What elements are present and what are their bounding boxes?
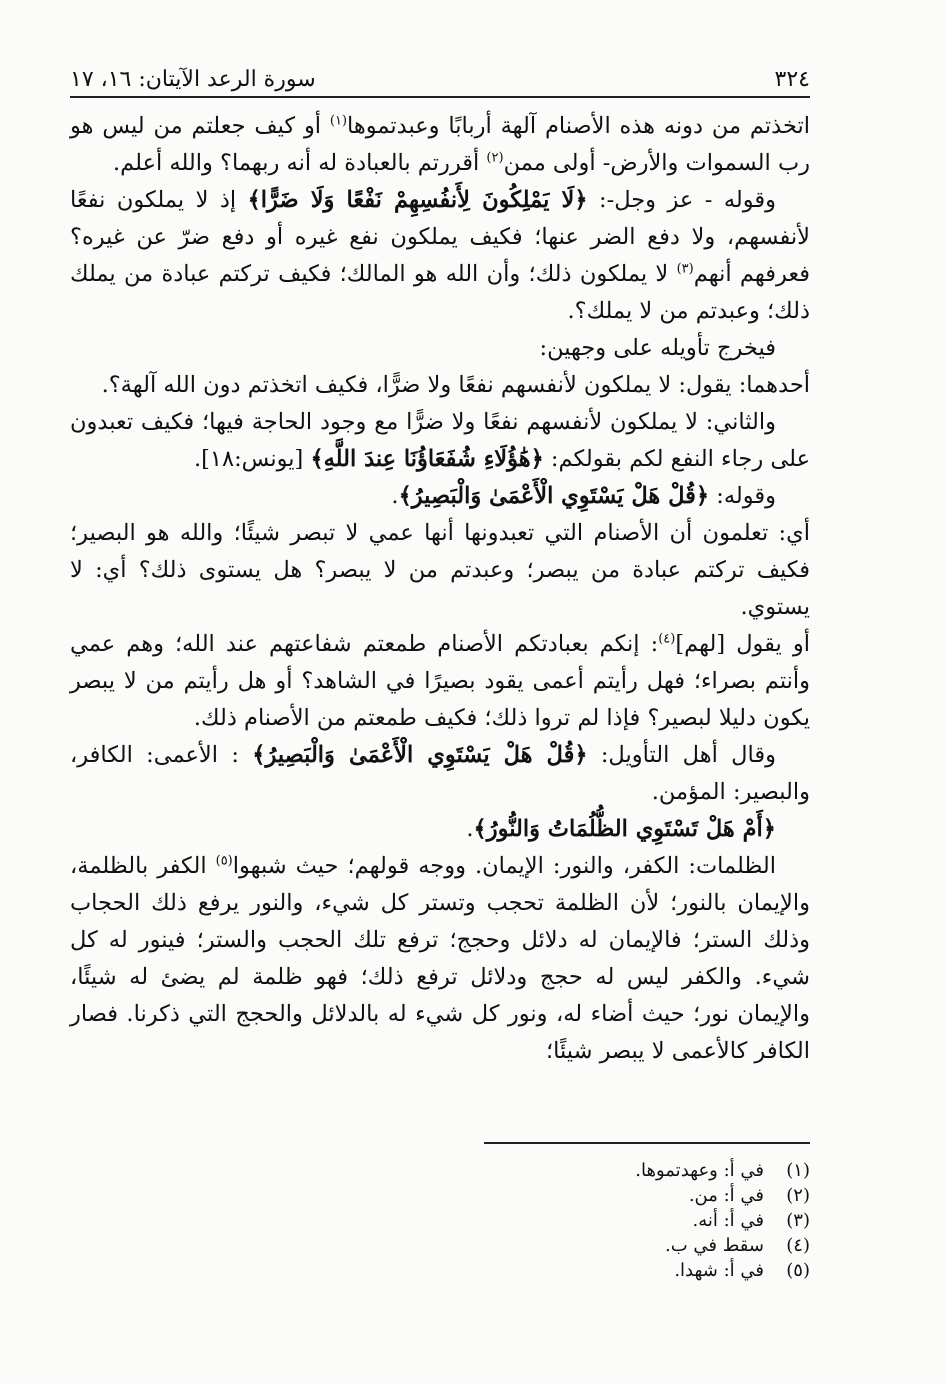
quran-verse: ﴿لَا يَمْلِكُونَ لِأَنفُسِهِمْ نَفْعًا وَلَا ضَرًّا﴾ [247,187,588,213]
paragraph: اتخذتم من دونه هذه الأصنام آلهة أربابًا وعبدتموها$^{(١)}$ أو كيف جعلتم من ليس هو رب السموات والأرض- أولى ممن$^{(٢)}$ أقررتم بالعبادة له أنه ربهما؟ والله أعلم. [70,113,810,176]
quran-verse: ﴿أَمْ هَلْ تَسْتَوِي الظُّلُمَاتُ وَالنُّورُ﴾ [473,816,776,842]
main-text [70,108,810,1070]
paragraph: أو يقول [لهم]$^{(٤)}$: إنكم بعبادتكم الأصنام طمعتم شفاعتهم عند الله؛ وهم عمي وأنتم بصراء؛ فهل رأيتم أعمى يقود بصيرًا في الشاهد؟ أو هل رأيتم من لا يبصر يكون دليلا لبصير؟ فإذا لم تروا ذلك؛ فكيف طمعتم من الأصنام ذلك. [70,631,810,731]
footnote-ref: (٢) [486,150,504,166]
footnote: (٤) سقط في ب. [665,1235,810,1256]
paragraph: ﴿أَمْ هَلْ تَسْتَوِي الظُّلُمَاتُ وَالنُّورُ﴾. [466,816,776,842]
quran-verse: ﴿قُلْ هَلْ يَسْتَوِي الْأَعْمَىٰ وَالْبَصِيرُ﴾ [398,483,710,509]
footnote-ref: (٣) [676,261,694,277]
paragraph: الظلمات: الكفر، والنور: الإيمان. ووجه قولهم؛ حيث شبهوا$^{(٥)}$ الكفر بالظلمة، والإيمان بالنور؛ لأن الظلمة تحجب وتستر كل شيء، والنور يرفع ذلك الحجاب وذلك الستر؛ فالإيمان له دلائل وحجج؛ ترفع تلك الحجب والستر؛ فينور له كل شيء. والكفر ليس له حجج ودلائل ترفع ذلك؛ فهو ظلمة لم يضئ له شيئًا، والإيمان نور؛ حيث أضاء له، ونور كل شيء له بالدلائل والحجج التي ذكرنا. فصار الكافر كالأعمى لا يبصر شيئًا؛ [70,853,810,1064]
footnote-ref: (١) [329,113,348,129]
paragraph: أحدهما: يقول: لا يملكون لأنفسهم نفعًا ولا ضرًّا، فكيف اتخذتم دون الله آلهة؟. [101,372,810,398]
footnote-rule [484,1142,810,1144]
footnote: (٢) في أ: من. [688,1185,810,1206]
footnote: (٣) في أ: أنه. [692,1210,810,1231]
paragraph: فيخرج تأويله على وجهين: [539,335,776,361]
footnote: (١) في أ: وعهدتموها. [635,1160,810,1181]
page-header [70,58,810,92]
header-rule [70,96,810,98]
paragraph: وقوله: ﴿قُلْ هَلْ يَسْتَوِي الْأَعْمَىٰ وَالْبَصِيرُ﴾. [391,483,776,509]
footnote: (٥) في أ: شهدا. [674,1260,810,1281]
footnote-ref: (٤) [658,631,676,647]
footnotes [70,1158,810,1283]
page-number: ٣٢٤ [774,67,810,92]
footnote-ref: (٥) [215,853,233,869]
quran-verse: ﴿قُلْ هَلْ يَسْتَوِي الْأَعْمَىٰ وَالْبَصِيرُ﴾ [252,742,588,768]
paragraph: وقال أهل التأويل: ﴿قُلْ هَلْ يَسْتَوِي الْأَعْمَىٰ وَالْبَصِيرُ﴾ : الأعمى: الكافر، والبصير: المؤمن. [70,742,810,805]
quran-verse: ﴿هَٰؤُلَاءِ شُفَعَاؤُنَا عِندَ اللَّهِ﴾ [310,446,544,472]
paragraph: أي: تعلمون أن الأصنام التي تعبدونها أنها عمي لا تبصر شيئًا؛ والله هو البصير؛ فكيف تركتم عبادة من يبصر؛ وعبدتم من لا يبصر؟ هل يستوى ذلك؟ أي: لا يستوي. [70,520,810,620]
running-title: سورة الرعد الآيتان: ١٦، ١٧ [70,67,316,92]
paragraph: والثاني: لا يملكون لأنفسهم نفعًا ولا ضرًّا مع وجود الحاجة فيها؛ فكيف تعبدون على رجاء النفع لكم بقولكم: ﴿هَٰؤُلَاءِ شُفَعَاؤُنَا عِندَ اللَّهِ﴾ [يونس:١٨]. [70,409,810,472]
paragraph: وقوله - عز وجل-: ﴿لَا يَمْلِكُونَ لِأَنفُسِهِمْ نَفْعًا وَلَا ضَرًّا﴾ إذ لا يملكون نفعًا لأنفسهم، ولا دفع الضر عنها؛ فكيف يملكون نفع غيره أو دفع ضرّ عن غيره؟ فعرفهم أنهم$^{(٣)}$ لا يملكون ذلك؛ وأن الله هو المالك؛ فكيف تركتم عبادة من يملك ذلك؛ وعبدتم من لا يملك؟. [70,187,811,324]
